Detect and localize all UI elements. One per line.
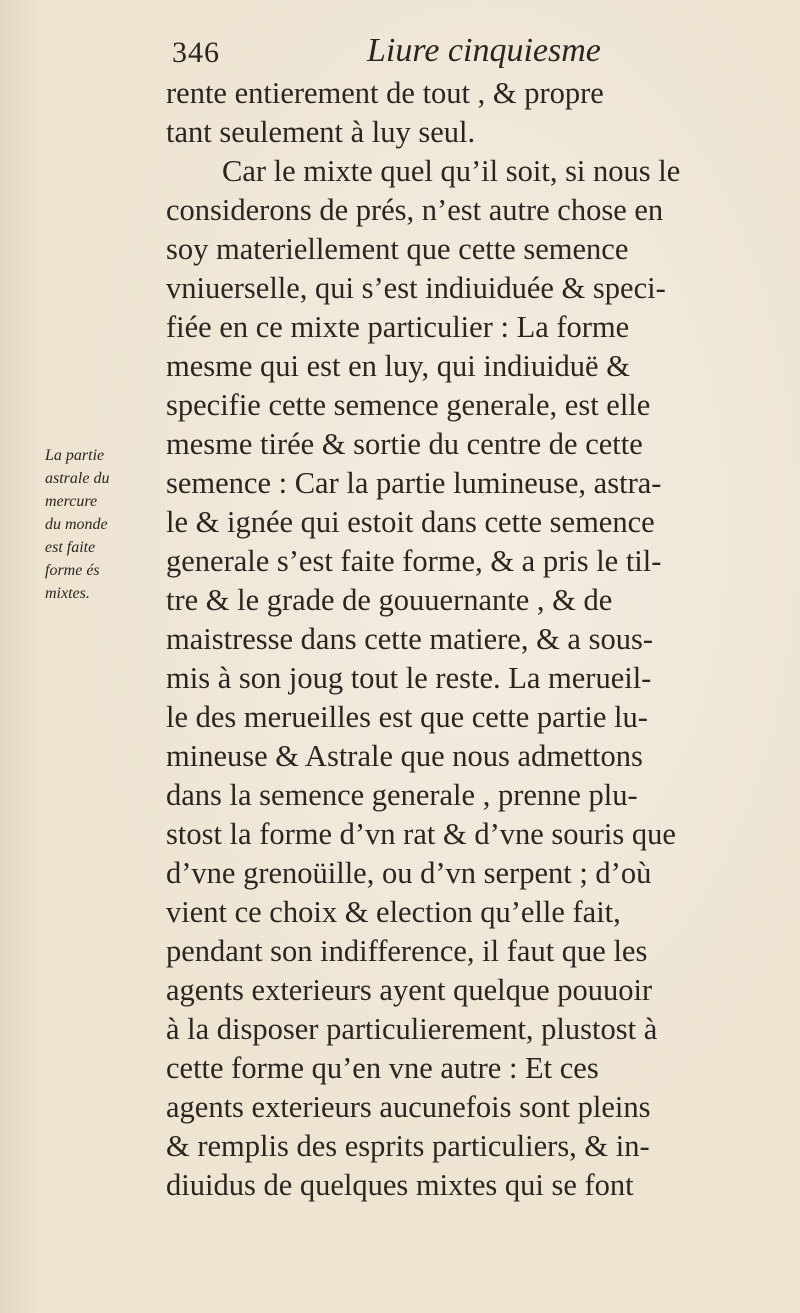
text-line: cette forme qu’en vne autre : Et ces <box>166 1051 599 1085</box>
text-line: & remplis des esprits particuliers, & in- <box>166 1129 650 1163</box>
margin-note-line: mixtes. <box>45 585 90 602</box>
margin-note-line: du monde <box>45 516 108 533</box>
page-number: 346 <box>172 36 220 69</box>
text-line: diuidus de quelques mixtes qui se font <box>166 1168 634 1202</box>
text-line: tre & le grade de gouuernante , & de <box>166 583 613 617</box>
text-line: tant seulement à luy seul. <box>166 115 476 149</box>
margin-note-line: forme és <box>45 562 100 579</box>
body-text <box>166 74 766 1205</box>
text-line: pendant son indifference, il faut que les <box>166 934 648 968</box>
text-line: mineuse & Astrale que nous admettons <box>166 739 643 773</box>
margin-note-line: astrale du <box>45 470 110 487</box>
text-line: maistresse dans cette matiere, & a sous- <box>166 622 653 656</box>
margin-note <box>45 444 163 605</box>
margin-note-line: mercure <box>45 493 98 510</box>
text-line: agents exterieurs aucunefois sont pleins <box>166 1090 651 1124</box>
text-line: mis à son joug tout le reste. La merueil- <box>166 661 652 695</box>
text-line: vient ce choix & election qu’elle fait, <box>166 895 621 929</box>
text-line: generale s’est faite forme, & a pris le til- <box>166 544 662 578</box>
text-line: considerons de prés, n’est autre chose en <box>166 193 664 227</box>
text-line: le des merueilles est que cette partie lu- <box>166 700 648 734</box>
text-line: semence : Car la partie lumineuse, astra- <box>166 466 662 500</box>
running-head: Liure cinquiesme <box>367 32 601 69</box>
text-line: à la disposer particulierement, plustost à <box>166 1012 658 1046</box>
text-line: vniuerselle, qui s’est indiuiduée & speci- <box>166 271 666 305</box>
text-line: stost la forme d’vn rat & d’vne souris que <box>166 817 676 851</box>
text-line: dans la semence generale , prenne plu- <box>166 778 638 812</box>
text-line: d’vne grenoüille, ou d’vn serpent ; d’où <box>166 856 652 890</box>
margin-note-line: La partie <box>45 447 105 464</box>
text-line: rente entierement de tout , & propre <box>166 76 604 110</box>
text-line: agents exterieurs ayent quelque pouuoir <box>166 973 653 1007</box>
text-line: mesme tirée & sortie du centre de cette <box>166 427 643 461</box>
text-line: specifie cette semence generale, est elle <box>166 388 651 422</box>
text-line: Car le mixte quel qu’il soit, si nous le <box>222 154 681 188</box>
text-line: fiée en ce mixte particulier : La forme <box>166 310 630 344</box>
text-line: soy materiellement que cette semence <box>166 232 629 266</box>
page-header <box>172 30 732 78</box>
margin-note-line: est faite <box>45 539 96 556</box>
text-line: le & ignée qui estoit dans cette semence <box>166 505 655 539</box>
text-line: mesme qui est en luy, qui indiuiduë & <box>166 349 630 383</box>
